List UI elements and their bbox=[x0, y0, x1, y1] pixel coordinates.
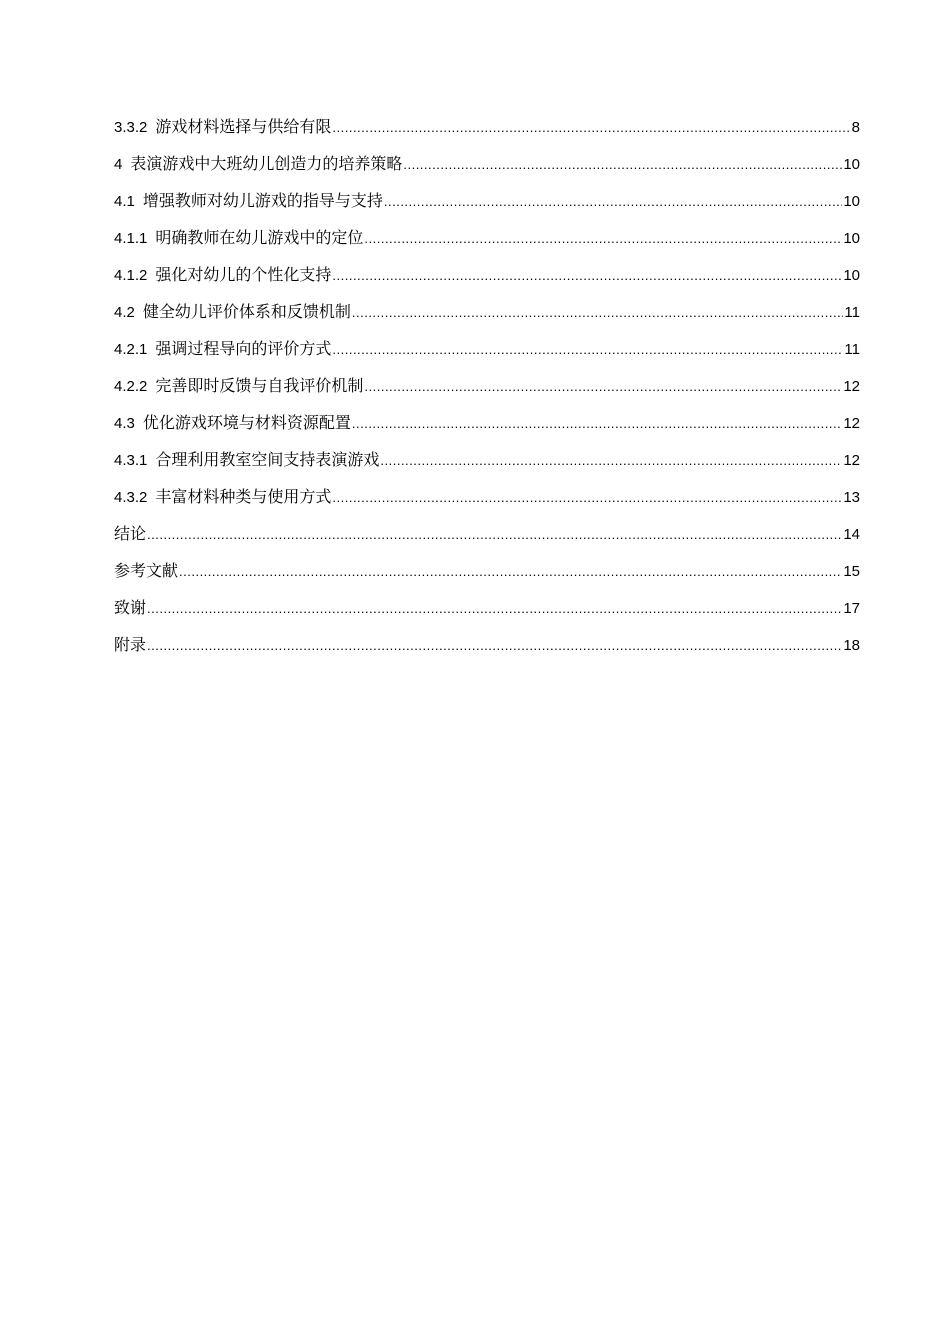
entry-number: 4.2.2 bbox=[114, 378, 148, 395]
entry-title: 合理利用教室空间支持表演游戏 bbox=[155, 450, 380, 469]
dot-leader bbox=[147, 633, 842, 659]
entry-title: 强化对幼儿的个性化支持 bbox=[155, 265, 332, 284]
entry-page-number: 8 bbox=[851, 119, 860, 136]
toc-entry[interactable] bbox=[114, 336, 860, 373]
entry-title: 附录 bbox=[114, 635, 147, 654]
toc-entry[interactable] bbox=[114, 373, 860, 410]
dot-leader bbox=[352, 411, 842, 437]
toc-entry[interactable] bbox=[114, 151, 860, 188]
toc-entry[interactable] bbox=[114, 188, 860, 225]
entry-page-number: 14 bbox=[843, 526, 860, 543]
dot-leader bbox=[332, 337, 843, 363]
toc-entry[interactable] bbox=[114, 595, 860, 632]
dot-leader bbox=[380, 448, 842, 474]
entry-page-number: 11 bbox=[844, 341, 860, 358]
entry-title: 健全幼儿评价体系和反馈机制 bbox=[142, 302, 351, 321]
toc-entry[interactable] bbox=[114, 447, 860, 484]
entry-page-number: 13 bbox=[843, 489, 860, 506]
entry-title: 致谢 bbox=[114, 598, 147, 617]
entry-title: 参考文献 bbox=[114, 561, 179, 580]
entry-page-number: 12 bbox=[843, 452, 860, 469]
entry-page-number: 10 bbox=[843, 193, 860, 210]
entry-title: 强调过程导向的评价方式 bbox=[155, 339, 332, 358]
dot-leader bbox=[332, 485, 842, 511]
dot-leader bbox=[352, 300, 844, 326]
entry-number: 4.3.1 bbox=[114, 452, 148, 469]
entry-number: 4.1 bbox=[114, 193, 135, 210]
entry-page-number: 10 bbox=[843, 267, 860, 284]
entry-page-number: 11 bbox=[844, 304, 860, 321]
toc-entry[interactable] bbox=[114, 484, 860, 521]
entry-number: 4.3 bbox=[114, 415, 135, 432]
entry-page-number: 17 bbox=[843, 600, 860, 617]
dot-leader bbox=[332, 263, 842, 289]
toc-entry[interactable] bbox=[114, 225, 860, 262]
toc-entry[interactable] bbox=[114, 521, 860, 558]
entry-title: 丰富材料种类与使用方式 bbox=[155, 487, 332, 506]
entry-number: 4.1.2 bbox=[114, 267, 148, 284]
toc-entry[interactable] bbox=[114, 632, 860, 669]
entry-number: 4.1.1 bbox=[114, 230, 148, 247]
dot-leader bbox=[403, 152, 842, 178]
dot-leader bbox=[332, 115, 850, 141]
dot-leader bbox=[147, 596, 842, 622]
dot-leader bbox=[147, 522, 842, 548]
entry-number: 4.3.2 bbox=[114, 489, 148, 506]
entry-page-number: 10 bbox=[843, 156, 860, 173]
entry-page-number: 12 bbox=[843, 378, 860, 395]
entry-page-number: 10 bbox=[843, 230, 860, 247]
entry-title: 结论 bbox=[114, 524, 147, 543]
entry-title: 游戏材料选择与供给有限 bbox=[155, 117, 332, 136]
entry-page-number: 15 bbox=[843, 563, 860, 580]
entry-title: 表演游戏中大班幼儿创造力的培养策略 bbox=[130, 154, 403, 173]
entry-number: 4.2.1 bbox=[114, 341, 148, 358]
dot-leader bbox=[364, 226, 842, 252]
entry-number: 4 bbox=[114, 156, 123, 173]
entry-page-number: 12 bbox=[843, 415, 860, 432]
entry-title: 完善即时反馈与自我评价机制 bbox=[155, 376, 364, 395]
toc-entry[interactable] bbox=[114, 262, 860, 299]
entry-title: 优化游戏环境与材料资源配置 bbox=[142, 413, 351, 432]
entry-title: 明确教师在幼儿游戏中的定位 bbox=[155, 228, 364, 247]
toc-entry[interactable] bbox=[114, 558, 860, 595]
entry-number: 3.3.2 bbox=[114, 119, 148, 136]
entry-number: 4.2 bbox=[114, 304, 135, 321]
entry-title: 增强教师对幼儿游戏的指导与支持 bbox=[142, 191, 383, 210]
table-of-contents bbox=[114, 114, 860, 669]
entry-page-number: 18 bbox=[843, 637, 860, 654]
toc-entry[interactable] bbox=[114, 299, 860, 336]
toc-entry[interactable] bbox=[114, 410, 860, 447]
dot-leader bbox=[384, 189, 842, 215]
dot-leader bbox=[179, 559, 842, 585]
dot-leader bbox=[364, 374, 842, 400]
toc-entry[interactable] bbox=[114, 114, 860, 151]
